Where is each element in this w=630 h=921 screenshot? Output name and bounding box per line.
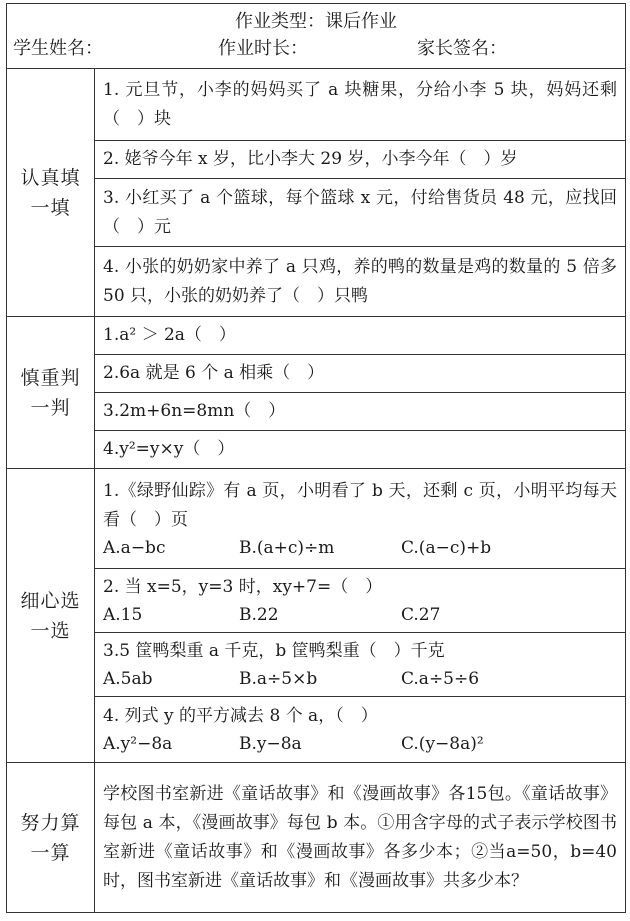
choice-option: A.15 bbox=[103, 605, 143, 625]
choice-question-3-options bbox=[103, 666, 617, 692]
header-info-line bbox=[13, 35, 619, 63]
choice-question-4 bbox=[95, 697, 626, 763]
choice-section-row bbox=[7, 469, 626, 569]
fill-section-row bbox=[7, 69, 626, 141]
choice-option: B.a÷5×b bbox=[239, 669, 318, 689]
judge-section-label: 慎重判 一判 bbox=[7, 317, 95, 469]
judge-question-4: 4.y²=y×y（ ） bbox=[95, 431, 626, 469]
choice-question-2 bbox=[95, 569, 626, 633]
choice-question-3 bbox=[95, 633, 626, 697]
choice-section-label: 细心选 一选 bbox=[7, 469, 95, 763]
choice-option: C.(a−c)+b bbox=[401, 537, 492, 558]
calc-section-row bbox=[7, 763, 626, 913]
calc-problem-text: 学校图书室新进《童话故事》和《漫画故事》各15包。《童话故事》每包 a 本，《漫画故事》每包 b 本。①用含字母的式子表示学校图书室新进《童话故事》和《漫画故事》各多少本；②当a=50，b=40时，图书室新进《童话故事》和《漫画故事》共多少本？ bbox=[95, 763, 626, 913]
calc-section-label: 努力算 一算 bbox=[7, 763, 95, 913]
choice-option: C.(y−8a)² bbox=[401, 734, 484, 754]
duration-label: 作业时长： bbox=[218, 38, 308, 59]
choice-question-4-stem: 4. 列式 y 的平方减去 8 个 a，（ ） bbox=[103, 706, 378, 726]
choice-question-1-stem: 1.《绿野仙踪》有 a 页，小明看了 b 天，还剩 c 页，小明平均每天看（ ）页 bbox=[103, 480, 617, 530]
fill-question-3: 3. 小红买了 a 个篮球，每个篮球 x 元，付给售货员 48 元，应找回（ ）元 bbox=[95, 179, 626, 247]
choice-option: B.y−8a bbox=[239, 734, 302, 754]
parent-sign-label: 家长签名： bbox=[417, 38, 507, 59]
choice-question-1-options bbox=[103, 535, 617, 561]
judge-section-row bbox=[7, 317, 626, 355]
judge-question-2: 2.6a 就是 6 个 a 相乘（ ） bbox=[95, 355, 626, 393]
choice-option: A.y²−8a bbox=[103, 734, 173, 754]
fill-question-1: 1. 元旦节，小李的妈妈买了 a 块糖果，分给小李 5 块，妈妈还剩（ ）块 bbox=[95, 69, 626, 141]
fill-question-2: 2. 姥爷今年 x 岁，比小李大 29 岁，小李今年（ ）岁 bbox=[95, 141, 626, 179]
fill-section-label: 认真填 一填 bbox=[7, 69, 95, 317]
choice-question-2-stem: 2. 当 x=5，y=3 时，xy+7=（ ） bbox=[103, 577, 383, 597]
header-cell bbox=[7, 4, 626, 69]
fill-question-4: 4. 小张的奶奶家中养了 a 只鸡，养的鸭的数量是鸡的数量的 5 倍多 50 只，小张的奶奶养了（ ）只鸭 bbox=[95, 247, 626, 317]
header-row bbox=[7, 4, 626, 69]
choice-question-3-stem: 3.5 筐鸭梨重 a 千克，b 筐鸭梨重（ ）千克 bbox=[103, 641, 445, 661]
student-name-label: 学生姓名： bbox=[13, 38, 103, 59]
assignment-type-title: 作业类型：课后作业 bbox=[235, 11, 397, 32]
judge-question-1: 1.a² ＞ 2a（ ） bbox=[95, 317, 626, 355]
choice-option: B.22 bbox=[239, 605, 279, 625]
choice-option: C.a÷5÷6 bbox=[401, 669, 480, 689]
choice-question-2-options bbox=[103, 602, 617, 628]
choice-question-1 bbox=[95, 469, 626, 569]
choice-option: A.5ab bbox=[103, 669, 153, 689]
judge-question-3: 3.2m+6n=8mn（ ） bbox=[95, 393, 626, 431]
choice-option: C.27 bbox=[401, 605, 441, 625]
choice-option: A.a−bc bbox=[103, 537, 166, 558]
choice-option: B.(a+c)÷m bbox=[239, 537, 335, 558]
choice-question-4-options bbox=[103, 731, 617, 757]
homework-table bbox=[6, 3, 626, 913]
